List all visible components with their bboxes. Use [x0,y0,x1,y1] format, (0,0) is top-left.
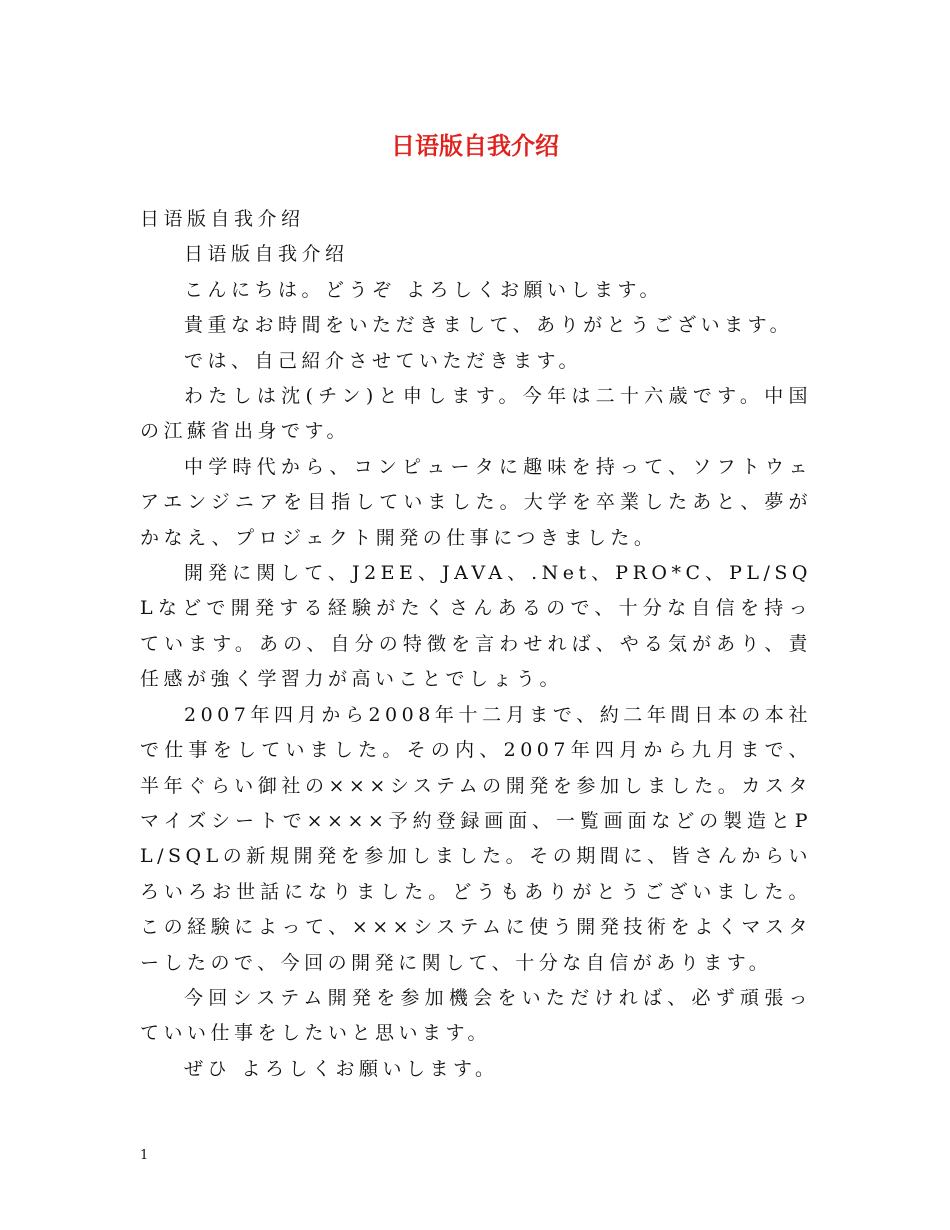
paragraph-background: 中学時代から、コンピュータに趣味を持って、ソフトウェアエンジニアを目指していました。大学を卒業したあと、夢がかなえ、プロジェクト開発の仕事につきました。 [140,455,812,549]
paragraph-heading: 日语版自我介绍 [140,208,305,230]
paragraph-intro: では、自己紹介させていただきます。 [184,349,582,372]
paragraph-greeting: こんにちは。どうぞ よろしくお願いします。 [184,278,664,301]
document-title: 日语版自我介绍 [391,131,559,160]
paragraph-closing: ぜひ よろしくお願いします。 [184,1057,499,1080]
paragraph-skills: 開発に関して、J2EE、JAVA、.Net、PRO*C、PL/SQLなどで開発する経験がたくさんあるので、十分な自信を持っています。あの、自分の特徴を言わせれば、やる気があり、責任感が強く学習力が高いことでしょう。 [140,562,812,691]
paragraph-aspiration: 今回システム開発を参加機会をいただければ、必ず頑張っていい仕事をしたいと思います。 [140,986,812,1045]
paragraph-name: わたしは沈(チン)と申します。今年は二十六歳です。中国の江蘇省出身です。 [140,385,812,443]
paragraph-thanks: 貴重なお時間をいただきまして、ありがとうございます。 [184,314,794,337]
page-number: 1 [140,1148,149,1163]
paragraph-subheading: 日语版自我介绍 [184,243,349,266]
paragraph-experience: 2007年四月から2008年十二月まで、約二年間日本の本社で仕事をしていました。その内、2007年四月から九月まで、半年ぐらい御社の×××システムの開発を参加しました。カスタマイズシートで××××予約登録画面、一覧画面などの製造とPL/SQLの新規開発を参加しました。その期間に、皆さんからいろいろお世話になりました。どうもありがとうございました。この経験によって、×××システムに使う開発技術をよくマスターしたので、今回の開発に関して、十分な自信があります。 [140,703,812,974]
document-body [140,202,812,1087]
